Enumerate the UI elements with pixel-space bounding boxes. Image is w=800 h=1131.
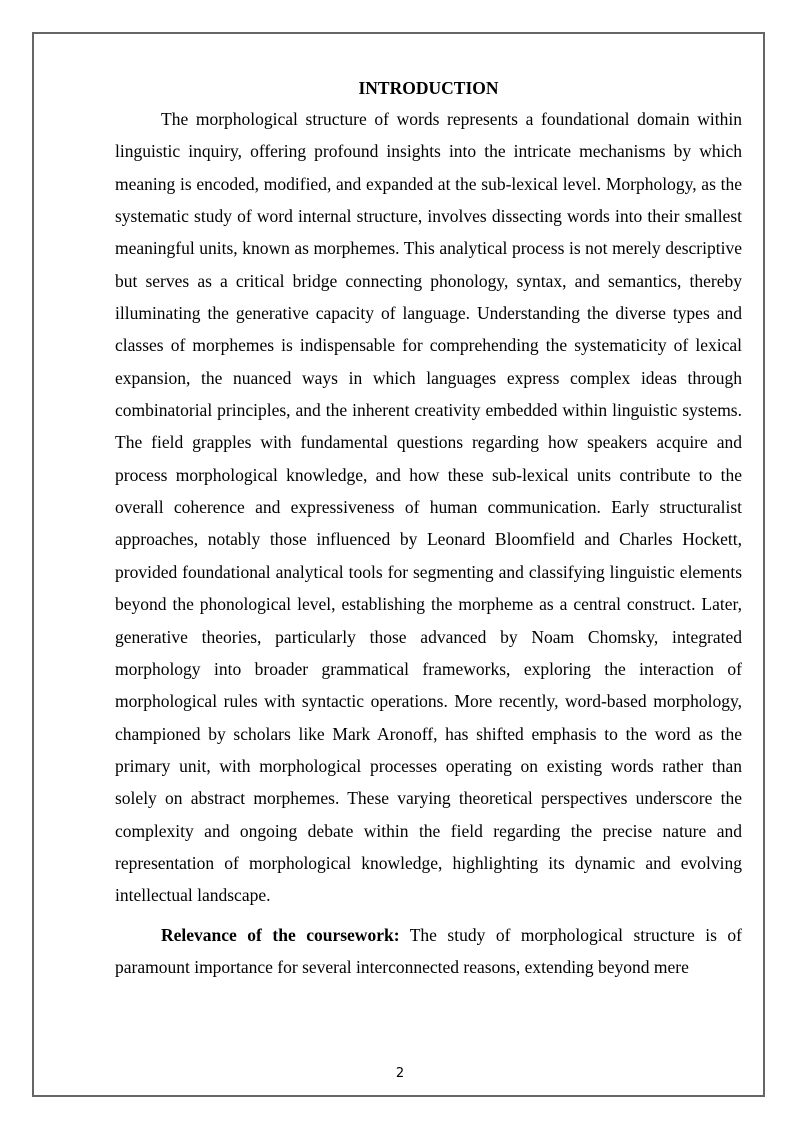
paragraph-text: The study of morphological structure is of paramount importance for several interconnected reasons, extending beyond mere — [115, 924, 742, 977]
relevance-paragraph — [115, 919, 742, 984]
run-in-heading: Relevance of the coursework: — [161, 924, 400, 945]
paragraph-text: The morphological structure of words represents a foundational domain within linguistic inquiry, offering profound insights into the intricate mechanisms by which meaning is encoded, modified, and expanded at the sub-lexical level. Morphology, as the systematic study of word internal structure, involves dissecting words into their smallest meaningful units, known as morphemes. This analytical process is not merely descriptive but serves as a critical bridge connecting phonology, syntax, and semantics, thereby illuminating the generative capacity of language. Understanding the diverse types and classes of morphemes is indispensable for comprehending the systematicity of lexical expansion, the nuanced ways in which languages express complex ideas through combinatorial principles, and the inherent creativity embedded within linguistic systems. The field grapples with fundamental questions regarding how speakers acquire and process morphological knowledge, and how these sub-lexical units contribute to the overall coherence and expressiveness of human communication. Early structuralist approaches, notably those influenced by Leonard Bloomfield and Charles Hockett, provided foundational analytical tools for segmenting and classifying linguistic elements beyond the phonological level, establishing the morpheme as a central construct. Later, generative theories, particularly those advanced by Noam Chomsky, integrated morphology into broader grammatical frameworks, exploring the interaction of morphological rules with syntactic operations. More recently, word-based morphology, championed by scholars like Mark Aronoff, has shifted emphasis to the word as the primary unit, with morphological processes operating on existing words rather than solely on abstract morphemes. These varying theoretical perspectives underscore the complexity and ongoing debate within the field regarding the precise nature and representation of morphological knowledge, highlighting its dynamic and evolving intellectual landscape. — [115, 109, 742, 906]
document-body — [115, 73, 742, 983]
section-heading: INTRODUCTION — [358, 78, 499, 98]
intro-paragraph — [115, 103, 742, 912]
page-number: 2 — [395, 1066, 405, 1081]
